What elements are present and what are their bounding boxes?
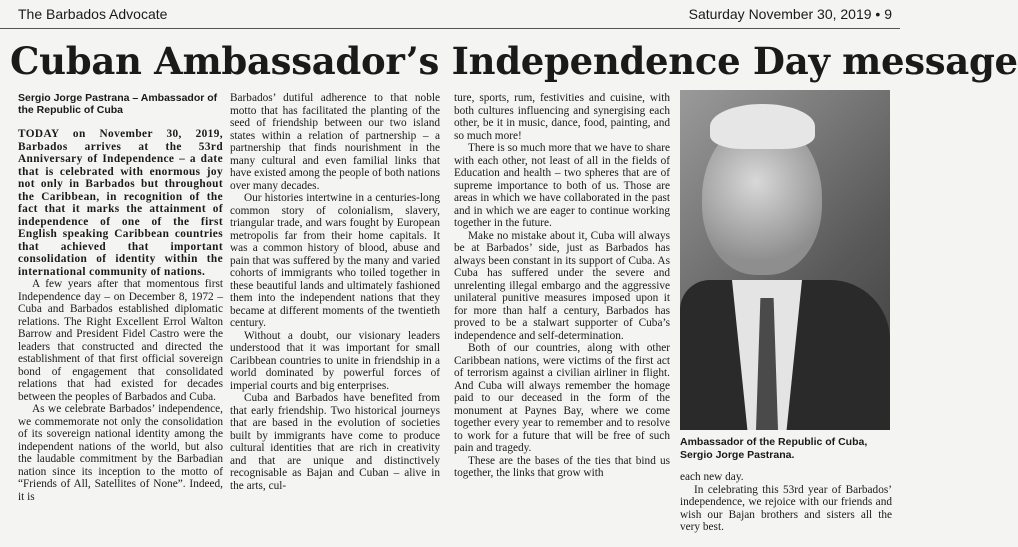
paragraph: There is so much more that we have to share with each other, not least of all in the fields of Education and health – two spheres that are of supreme importance to both of us. Those are areas in which we have collaborated in the past and in which we are eager to continue working together in the future. xyxy=(454,142,670,229)
paragraph: Make no mistake about it, Cuba will always be at Barbados’ side, just as Barbados has always been constant in its support of Cuba. As Cuba has suffered under the severe and unrelenting illegal embargo and the aggressive unilateral punitive measures imposed upon it for more than half a century, Barbados has proved to be a stalwart supporter of Cuba’s independence and self-determination. xyxy=(454,229,670,342)
byline: Sergio Jorge Pastrana – Ambassador of the Republic of Cuba xyxy=(18,92,218,116)
paragraph: Our histories intertwine in a centuries-long common story of colonialism, slavery, triangular trade, and wars fought by European metropolis far from their home capitals. It was a common history of blood, abuse and pain that was suffered by the many and varied cohorts of immigrants who toiled together in these beautiful lands and ultimately fashioned them into the independent nations that they became at different moments of the twentieth century. xyxy=(230,192,440,329)
photo-caption: Ambassador of the Republic of Cuba, Sergio Jorge Pastrana. xyxy=(680,436,868,461)
masthead xyxy=(0,0,900,29)
paragraph: A few years after that momentous first Independence day – on December 8, 1972 – Cuba and Barbados established diplomatic relations. The Right Excellent Errol Walton Barrow and President Fidel Castro were the leaders that constructed and directed the establishment of that first official sovereign bond of engagement that consolidated relations that had existed for decades between the peoples of Barbados and Cuba. xyxy=(18,278,223,403)
paragraph: Without a doubt, our visionary leaders understood that it was important for small Caribbean countries to unite in friendship in a world dominated by powerful forces of imperial courts and big enterprises. xyxy=(230,329,440,392)
ambassador-photo xyxy=(680,90,890,430)
publication-name: The Barbados Advocate xyxy=(18,6,168,22)
date-page: Saturday November 30, 2019 • 9 xyxy=(688,6,892,22)
lead-paragraph: TODAY on November 30, 2019, Barbados arrives at the 53rd Anniversary of Independence – a date that is celebrated with enormous joy not only in Barbados but throughout the Caribbean, in recognition of the fact that it marks the attainment of independence of one of the first English speaking Caribbean countries that achieved that important consolidation of identity within the international community of nations. xyxy=(18,128,223,278)
paragraph: Cuba and Barbados have benefited from that early friendship. Two historical journeys that are based in the evolution of societies built by immigrants have come to produce cultural identities that are rich in creativity and that are unique and distinctively recognisable as Bajan and Cuban – alive in the arts, cul- xyxy=(230,392,440,492)
paragraph: In celebrating this 53rd year of Barbados’ independence, we rejoice with our friends and wish our Bajan brothers and sisters all the very best. xyxy=(680,483,892,533)
article-column-1 xyxy=(18,92,223,545)
paragraph: These are the bases of the ties that bind us together, the links that grow with xyxy=(454,454,670,479)
article-column-2 xyxy=(230,92,440,545)
paragraph: ture, sports, rum, festivities and cuisine, with both cultures influencing and synergising each other, be it in music, dance, food, painting, and so much more! xyxy=(454,92,670,142)
paragraph: Barbados’ dutiful adherence to that noble motto that has facilitated the planting of the seed of friendship between our two island states within a relation of partnership – a partnership that finds nourishment in the many cultural and even familial links that have existed among the people of both nations over many decades. xyxy=(230,92,440,192)
paragraph: Both of our countries, along with other Caribbean nations, were victims of the first act of terrorism against a civilian airliner in flight. And Cuba will always remember the homage paid to our deceased in the form of the monument at Paynes Bay, where we come together every year to remember and to resolve to work for a future that will be free of such pain and tragedy. xyxy=(454,342,670,454)
article-column-4 xyxy=(680,90,892,545)
photo-hair xyxy=(710,104,815,149)
article-column-3 xyxy=(454,92,670,545)
paragraph: As we celebrate Barbados’ independence, we commemorate not only the consolidation of its sovereign national identity among the independent nations of the world, but also the laudable commitment by the Barbadian nation since its inception to the motto of “Friends of All, Satellites of None”. Indeed, it is xyxy=(18,403,223,503)
headline: Cuban Ambassador’s Independence Day message xyxy=(10,39,1018,83)
paragraph: each new day. xyxy=(680,471,744,483)
